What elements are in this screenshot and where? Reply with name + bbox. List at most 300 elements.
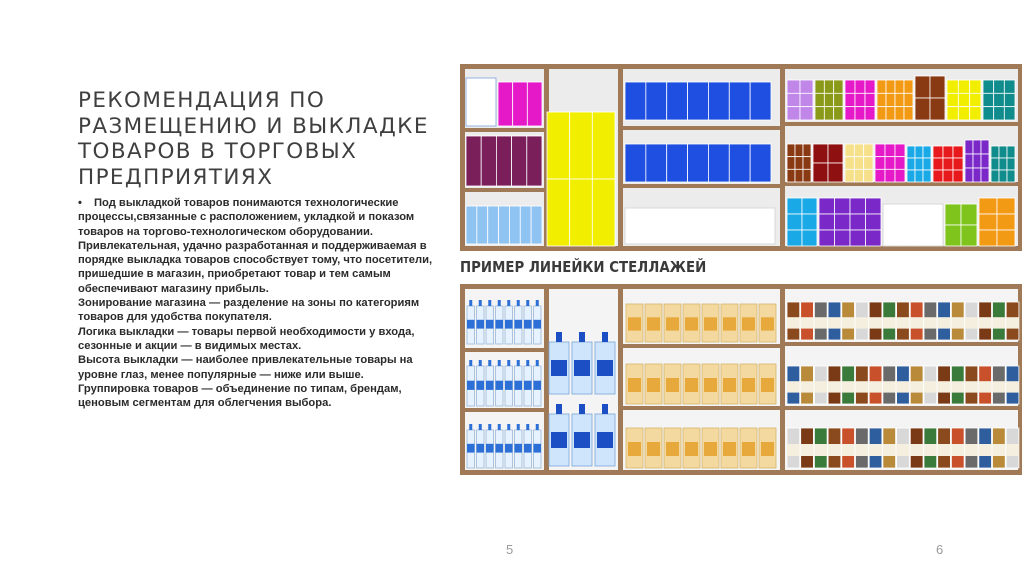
shelf-board [785,342,1018,346]
product-box [512,136,527,186]
bottle-label [505,381,513,390]
rack-post [618,64,623,250]
planogram-top [460,64,1022,251]
product-box [877,80,886,93]
jar-label [801,317,814,328]
product-box [965,140,973,154]
product-box [787,198,802,214]
product-box [864,157,873,170]
jar-label [938,444,951,456]
product-box [981,168,989,182]
jar-label [856,444,869,456]
product-box [667,144,688,182]
product-box [866,230,882,246]
jar-label [965,381,978,392]
jar-label [842,381,855,392]
product-box [729,144,750,182]
product-box [973,168,981,182]
package-label [628,378,641,392]
bottle-label [534,444,542,453]
package-label [742,378,755,392]
product-box [625,208,646,244]
bottle-cap [526,360,529,366]
bottle-label [496,381,504,390]
product-box [877,107,886,120]
product-box [854,157,863,170]
rack-post [544,284,549,474]
bottle-label [515,381,523,390]
product-box [787,107,800,120]
product-box [1007,146,1015,158]
bottle-label [551,360,567,376]
product-box [835,214,851,230]
product-box [496,136,511,186]
bottle-label [467,381,475,390]
product-box [973,154,981,168]
bottle-label [505,444,513,453]
product-box [531,206,542,244]
product-box [625,144,646,182]
bottle-cap [517,300,520,306]
paragraph-text: Под выкладкой товаров понимаются технологические процессы,связанные с расположением, укладкой и показом товаров на торгово-технологическом оборудовании. Привлекательная, удачно разработанная и поддерживаемая в порядке выкладка товаров способствует тому, что посетители, пришедшие в магазин, приобретают товар и тем самым обеспечивают магазину прибыль. [78,197,433,295]
product-box [983,107,994,120]
product-box [499,206,510,244]
product-box [983,93,994,106]
rack-top [460,284,1022,289]
product-box [997,230,1015,246]
bottle-cap [469,300,472,306]
bottle-cap [536,424,539,430]
jar-label [787,444,800,456]
page-number-right: 6 [936,542,944,557]
product-box [907,146,915,158]
product-box [477,206,488,244]
shelf-board [465,348,544,352]
product-box [1004,80,1015,93]
jar-label [883,444,896,456]
product-box [498,82,513,126]
product-box [958,80,969,93]
jar-label [897,381,910,392]
product-box [895,107,904,120]
product-box [958,93,969,106]
rack-post [460,64,465,250]
shelf-board [465,188,544,192]
package-label [761,442,774,456]
product-box [795,144,803,157]
product-box [527,136,542,186]
shelf-board [465,128,544,132]
product-box [997,198,1015,214]
bottle-label [477,381,485,390]
bottle-cap [579,332,585,342]
jar-label [1006,381,1019,392]
package-label [685,378,698,392]
bottle-cap [602,404,608,414]
jar-label [965,444,978,456]
product-box [965,154,973,168]
product-box [466,136,481,186]
product-box [923,158,931,170]
jar-label [924,444,937,456]
shelf-board [623,344,780,348]
bottle-cap [498,360,501,366]
slide-body [78,196,450,410]
bottle-label [486,381,494,390]
product-box [970,80,981,93]
product-box [813,144,828,163]
package-label [666,378,679,392]
product-box [802,214,817,230]
product-box [895,80,904,93]
package-label [628,317,641,330]
package-label [647,317,660,330]
product-box [750,82,771,120]
product-box [907,158,915,170]
product-box [933,158,943,170]
bottle-cap [488,360,491,366]
product-box [819,230,835,246]
jar-label [856,381,869,392]
product-box [994,93,1005,106]
product-box [488,206,499,244]
product-box [961,225,977,246]
product-box [845,144,854,157]
jar-label [965,317,978,328]
bottle-label [496,320,504,329]
paragraph-height: Высота выкладки — наиболее привлекательные товары на уровне глаз, менее популярные — ниже или выше. [78,354,413,381]
product-box [481,136,496,186]
product-box [750,144,771,182]
product-box [965,168,973,182]
bottle-label [534,320,542,329]
package-label [704,442,717,456]
product-box [819,214,835,230]
bottle-cap [507,300,510,306]
product-box [729,82,750,120]
rack-bottom [460,470,1022,475]
product-box [970,93,981,106]
product-box [915,146,923,158]
jar-label [814,317,827,328]
product-box [845,107,855,120]
product-box [803,157,811,170]
product-box [933,170,943,182]
jar-label [787,381,800,392]
product-box [834,93,843,106]
product-box [787,144,795,157]
product-box [947,107,958,120]
product-box [904,93,913,106]
product-box [520,206,531,244]
product-box [592,179,615,246]
bottle-label [496,444,504,453]
product-box [915,158,923,170]
product-box [994,107,1005,120]
product-box [509,206,520,244]
bottle-cap [507,424,510,430]
bottle-cap [602,332,608,342]
bullet-icon: • [78,197,82,209]
jar-label [842,317,855,328]
product-box [834,80,843,93]
bottle-cap [479,424,482,430]
product-box [886,93,895,106]
product-box [875,169,885,182]
bottle-cap [536,360,539,366]
product-box [915,170,923,182]
shelf-board [785,122,1018,126]
product-box [855,107,865,120]
jar-label [828,381,841,392]
product-box [875,157,885,170]
bottle-label [524,444,532,453]
bottle-label [477,320,485,329]
product-box [886,80,895,93]
product-box [845,93,855,106]
product-box [930,76,945,98]
product-box [904,107,913,120]
product-box [803,169,811,182]
product-box [898,204,913,246]
product-box [885,157,895,170]
product-box [953,146,963,158]
product-box [802,198,817,214]
product-box [915,76,930,98]
bottle-cap [517,360,520,366]
rack-top [460,64,1022,69]
product-box [708,82,729,120]
product-box [527,82,542,126]
jar-label [828,317,841,328]
product-box [854,144,863,157]
product-box [943,158,953,170]
product-box [787,80,800,93]
bottle-cap [469,360,472,366]
jar-label [993,444,1006,456]
package-label [647,378,660,392]
jar-label [814,444,827,456]
product-box [850,230,866,246]
product-box [991,158,999,170]
illustration-label: ПРИМЕР ЛИНЕЙКИ СТЕЛЛАЖЕЙ [460,258,707,276]
package-label [723,378,736,392]
bottle-label [467,320,475,329]
product-box [953,158,963,170]
product-box [787,93,800,106]
bottle-label [574,432,590,448]
package-label [628,442,641,456]
product-box [883,204,898,246]
product-box [466,78,476,126]
product-box [961,204,977,225]
product-box [787,230,802,246]
package-label [723,317,736,330]
product-box [802,230,817,246]
product-box [979,230,997,246]
product-box [803,144,811,157]
bottle-label [524,381,532,390]
product-box [787,169,795,182]
jar-label [993,381,1006,392]
product-box [854,169,863,182]
product-box [933,146,943,158]
product-box [486,78,496,126]
jar-label [814,381,827,392]
product-box [625,82,646,120]
product-box [979,198,997,214]
product-box [815,93,824,106]
product-box [875,144,885,157]
product-box [945,225,961,246]
product-box [824,93,833,106]
rack-post [780,64,785,250]
product-box [947,93,958,106]
jar-label [951,317,964,328]
product-box [953,170,963,182]
product-box [928,204,943,246]
product-box [866,198,882,214]
bottle-cap [507,360,510,366]
product-box [973,140,981,154]
jar-label [897,317,910,328]
bottle-cap [498,424,501,430]
jar-label [842,444,855,456]
product-box [711,208,732,244]
product-box [667,82,688,120]
product-box [907,170,915,182]
product-box [886,107,895,120]
product-box [979,214,997,230]
product-box [570,112,593,179]
product-box [824,80,833,93]
product-box [834,107,843,120]
bottle-label [467,444,475,453]
product-box [1004,107,1015,120]
planogram-bottom [460,284,1022,475]
jar-label [979,444,992,456]
package-label [761,317,774,330]
bottle-label [505,320,513,329]
package-label [704,317,717,330]
jar-label [856,317,869,328]
jar-label [801,444,814,456]
rack-post [1018,64,1022,250]
product-box [824,107,833,120]
product-box [1007,158,1015,170]
package-label [761,378,774,392]
product-box [885,169,895,182]
jar-label [869,317,882,328]
jar-label [938,381,951,392]
product-box [865,80,875,93]
product-box [800,107,813,120]
jar-label [1006,317,1019,328]
product-box [915,98,930,120]
product-box [904,80,913,93]
product-box [815,80,824,93]
product-box [1007,170,1015,182]
product-box [895,169,905,182]
jar-label [869,444,882,456]
shelf-board [623,126,780,130]
bottle-label [524,320,532,329]
jar-label [883,317,896,328]
bottle-cap [498,300,501,306]
product-box [800,80,813,93]
product-box [795,169,803,182]
product-box [845,169,854,182]
product-box [865,93,875,106]
product-box [570,179,593,246]
bottle-cap [517,424,520,430]
jar-label [951,444,964,456]
page-number-left: 5 [506,542,514,557]
bottle-cap [526,300,529,306]
product-box [895,157,905,170]
product-box [795,157,803,170]
product-box [850,214,866,230]
slide-title: РЕКОМЕНДАЦИЯ ПО РАЗМЕЩЕНИЮ И ВЫКЛАДКЕ ТОВАРОВ В ТОРГОВЫХ ПРЕДПРИЯТИЯХ [78,88,429,190]
bottle-cap [479,300,482,306]
product-box [787,214,802,230]
product-box [983,80,994,93]
bottle-label [551,432,567,448]
jar-label [924,381,937,392]
package-label [666,442,679,456]
bottle-label [515,444,523,453]
product-box [708,144,729,182]
product-box [835,230,851,246]
bottle-cap [488,424,491,430]
jar-label [951,381,964,392]
jar-label [993,317,1006,328]
jar-label [910,317,923,328]
shelf-board [785,182,1018,186]
product-box [845,80,855,93]
product-box [547,179,570,246]
product-box [970,107,981,120]
rack-post [780,284,785,474]
product-box [1004,93,1015,106]
product-box [999,146,1007,158]
product-box [828,144,843,163]
package-label [742,442,755,456]
product-box [991,146,999,158]
product-box [476,78,486,126]
product-box [754,208,775,244]
product-box [997,214,1015,230]
bottle-cap [479,360,482,366]
product-box [994,80,1005,93]
product-box [958,107,969,120]
bottle-cap [556,332,562,342]
product-box [815,107,824,120]
shelf-board [623,406,780,410]
jar-label [787,317,800,328]
product-box [895,93,904,106]
paragraph-grouping: Группировка товаров — объединение по типам, брендам, ценовым сегментам для облегчения выбора. [78,382,402,410]
product-box [999,170,1007,182]
product-box [864,169,873,182]
product-box [855,93,865,106]
product-box [819,198,835,214]
bottle-cap [556,404,562,414]
product-box [981,140,989,154]
product-box [688,144,709,182]
product-box [895,144,905,157]
product-box [688,82,709,120]
